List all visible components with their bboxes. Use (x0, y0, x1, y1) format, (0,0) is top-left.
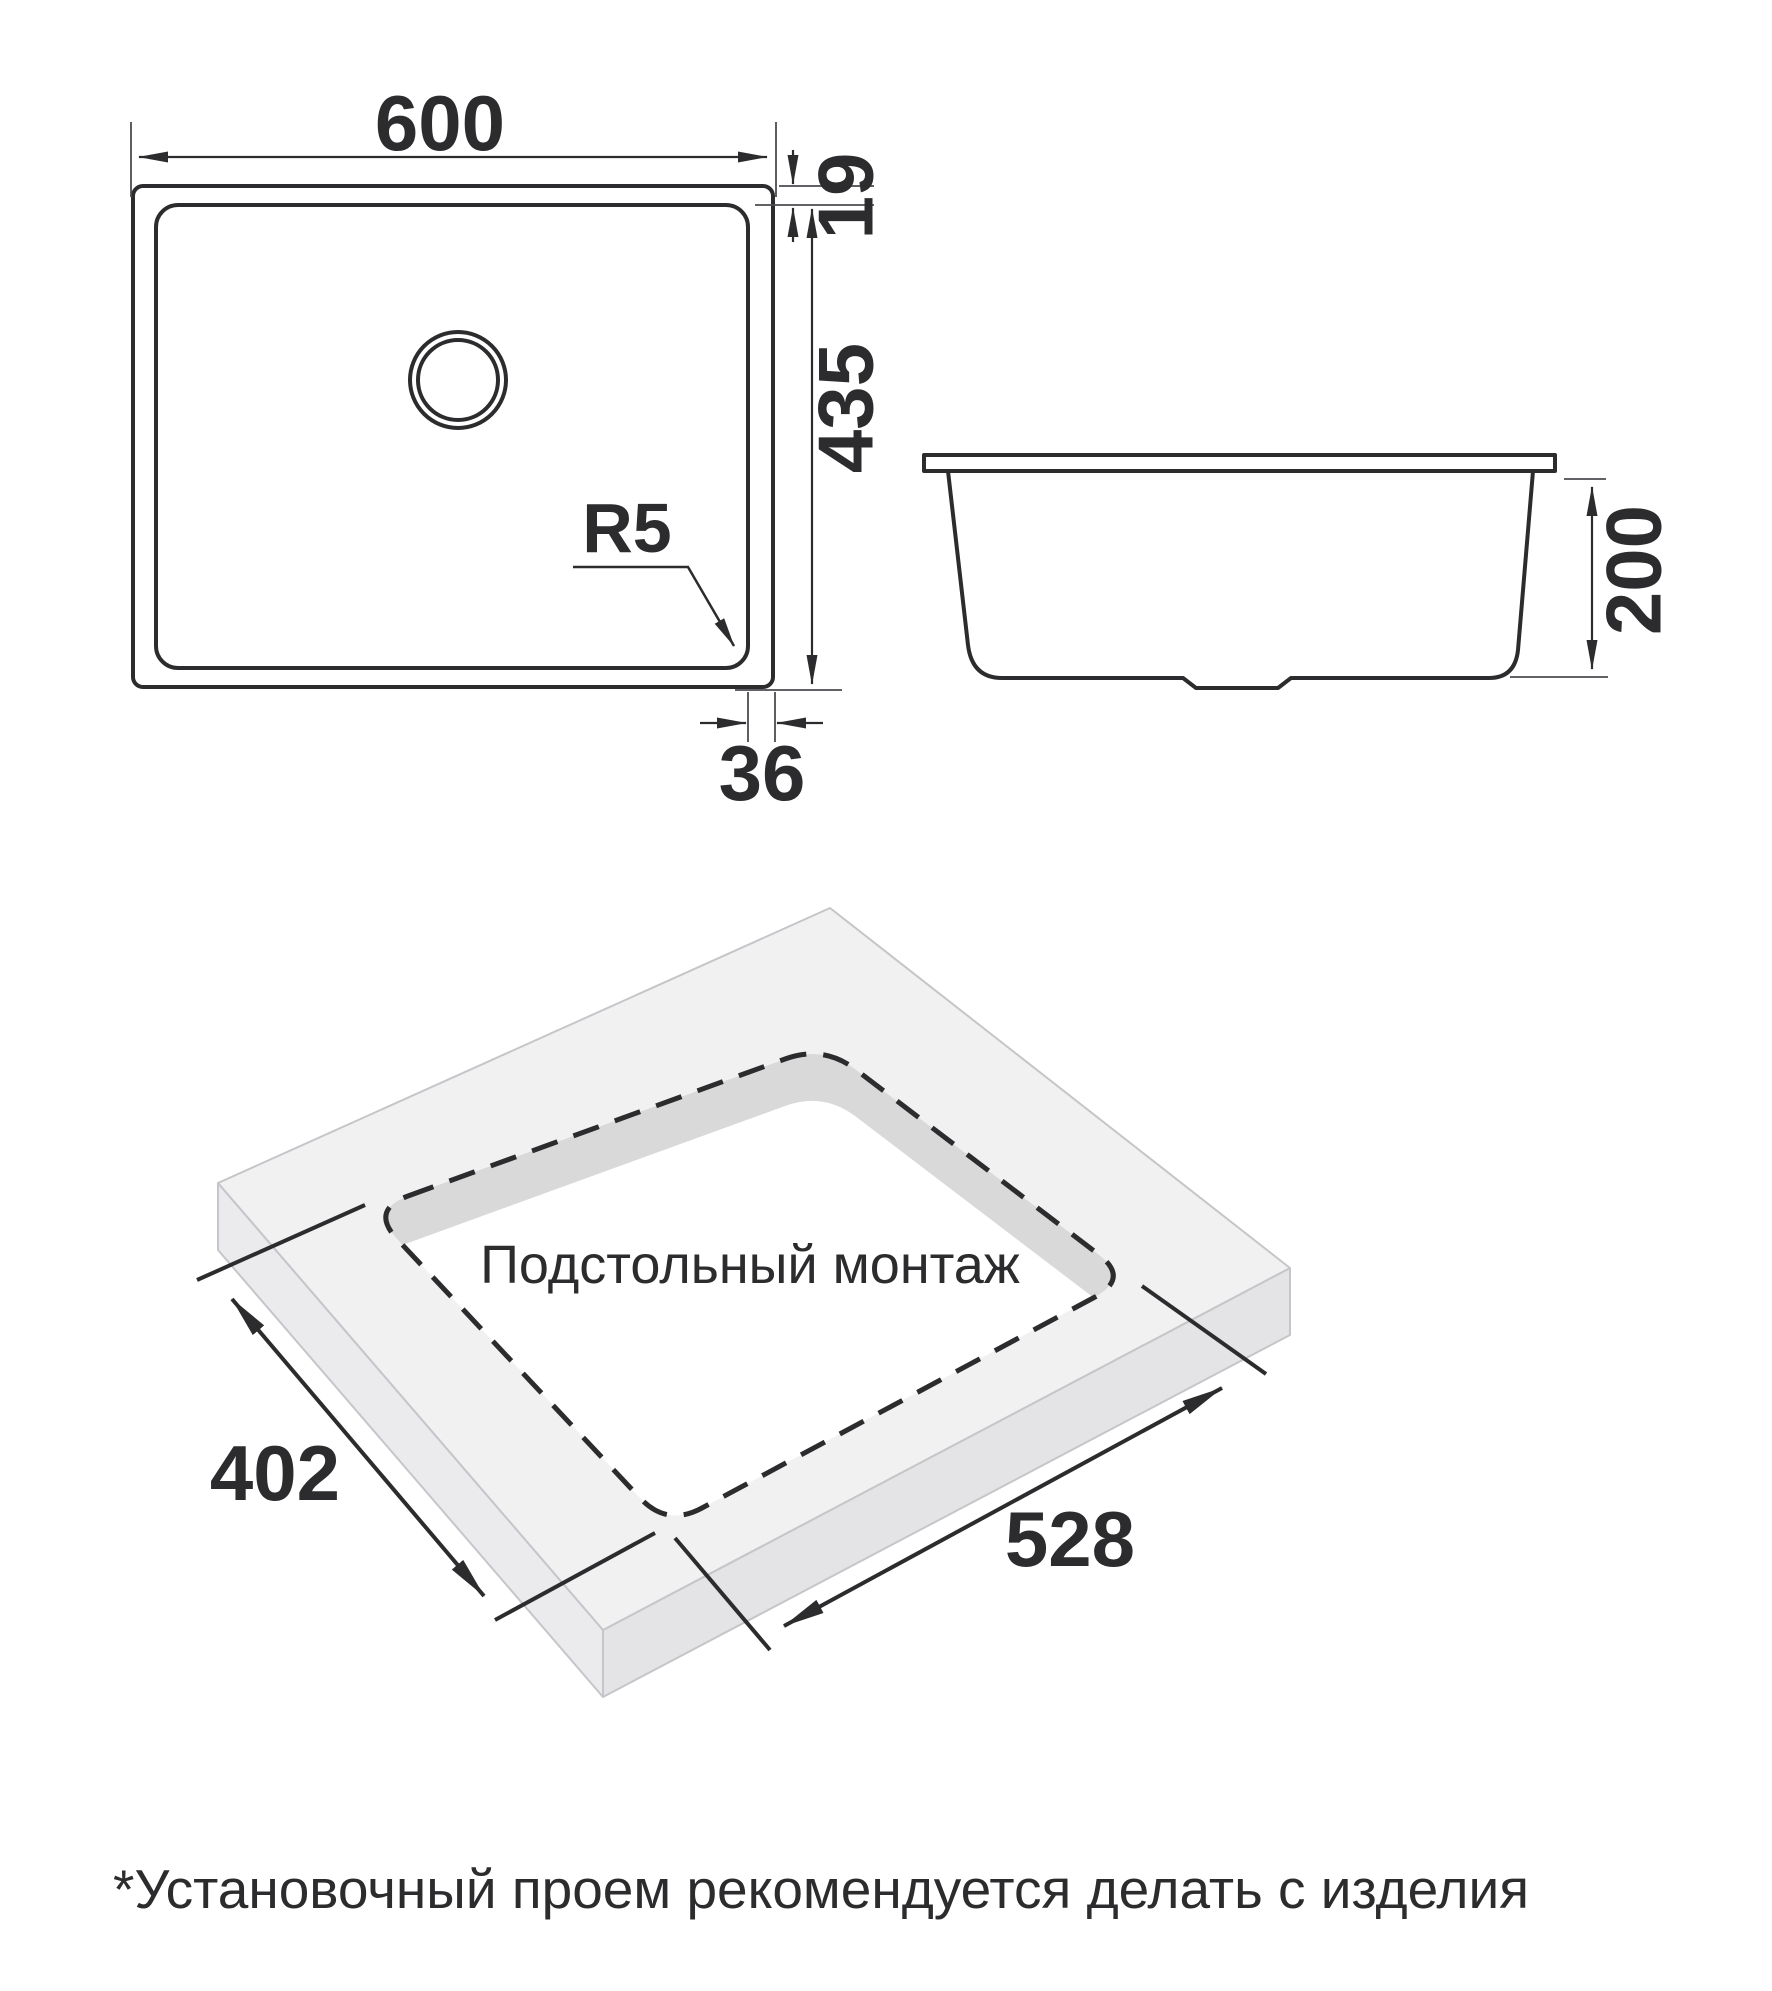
rim-dimension-value: 19 (801, 152, 890, 240)
cutout-width-value: 402 (209, 1429, 341, 1517)
length-dimension-value: 435 (801, 342, 890, 474)
sink-outer-edge (133, 186, 773, 687)
cutout-caption: Подстольный монтаж (480, 1235, 1020, 1295)
depth-dimension (1510, 479, 1678, 677)
cutout-length-value: 528 (1004, 1495, 1136, 1583)
offset-dimension (700, 692, 823, 817)
width-dimension-value: 600 (374, 79, 506, 167)
top-view (131, 79, 890, 817)
radius-value: R5 (582, 489, 672, 567)
sink-basin-profile (948, 471, 1533, 688)
footnote-text: *Установочный проем рекомендуется делать с изделия (113, 1858, 1529, 1920)
width-dimension (131, 79, 776, 197)
sink-flange (924, 455, 1555, 471)
cutout-view (197, 908, 1290, 1697)
side-view (924, 455, 1678, 688)
depth-dimension-value: 200 (1589, 504, 1678, 636)
offset-dimension-value: 36 (718, 729, 806, 817)
